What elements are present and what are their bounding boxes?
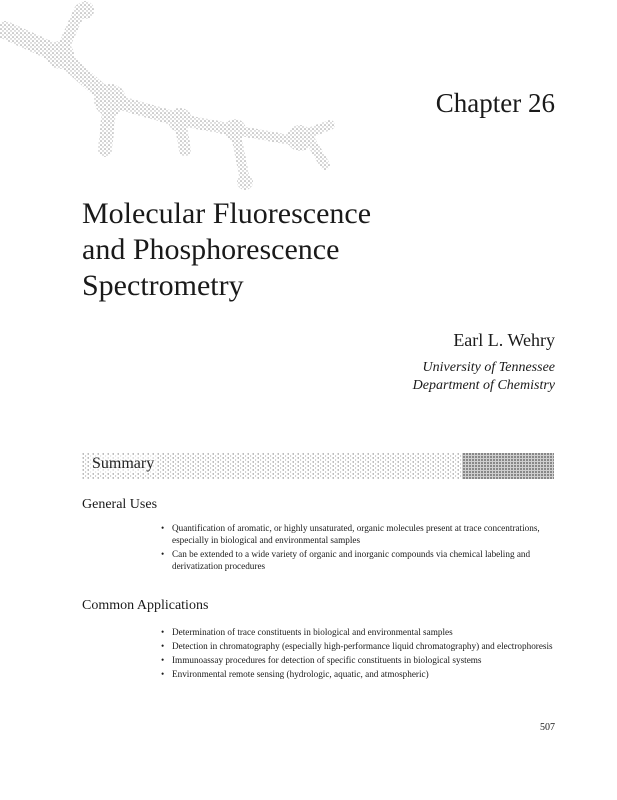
author-affiliation [413,359,555,395]
list-item: • Environmental remote sensing (hydrologic, aquatic, and atmospheric) [172,668,556,680]
list-item: • Detection in chromatography (especially high-performance liquid chromatography) and electrophoresis [172,640,556,652]
list-item: • Can be extended to a wide variety of organic and inorganic compounds via chemical labeling and derivatization procedures [172,548,556,572]
author-name: Earl L. Wehry [453,330,555,350]
affiliation-line-2: Department of Chemistry [412,378,555,393]
title-line-3: Spectrometry [82,269,244,302]
general-uses-list [172,522,556,574]
page-number: 507 [540,722,555,733]
chapter-title [82,196,371,304]
list-item: • Quantification of aromatic, or highly unsaturated, organic molecules present at trace concentrations, especially in biological and environmental samples [172,522,556,546]
section-heading-general-uses: General Uses [82,497,158,512]
list-item: • Immunoassay procedures for detection of specific constituents in biological systems [172,654,556,666]
molecule-decoration-icon [0,0,380,200]
affiliation-line-1: University of Tennessee [422,360,555,375]
section-heading-common-applications: Common Applications [82,598,209,613]
common-applications-list [172,626,556,682]
list-item: • Determination of trace constituents in biological and environmental samples [172,626,556,638]
summary-heading: Summary [92,455,155,472]
title-line-2: and Phosphorescence [82,233,340,266]
title-line-1: Molecular Fluorescence [82,197,372,230]
chapter-number: Chapter 26 [435,88,555,118]
